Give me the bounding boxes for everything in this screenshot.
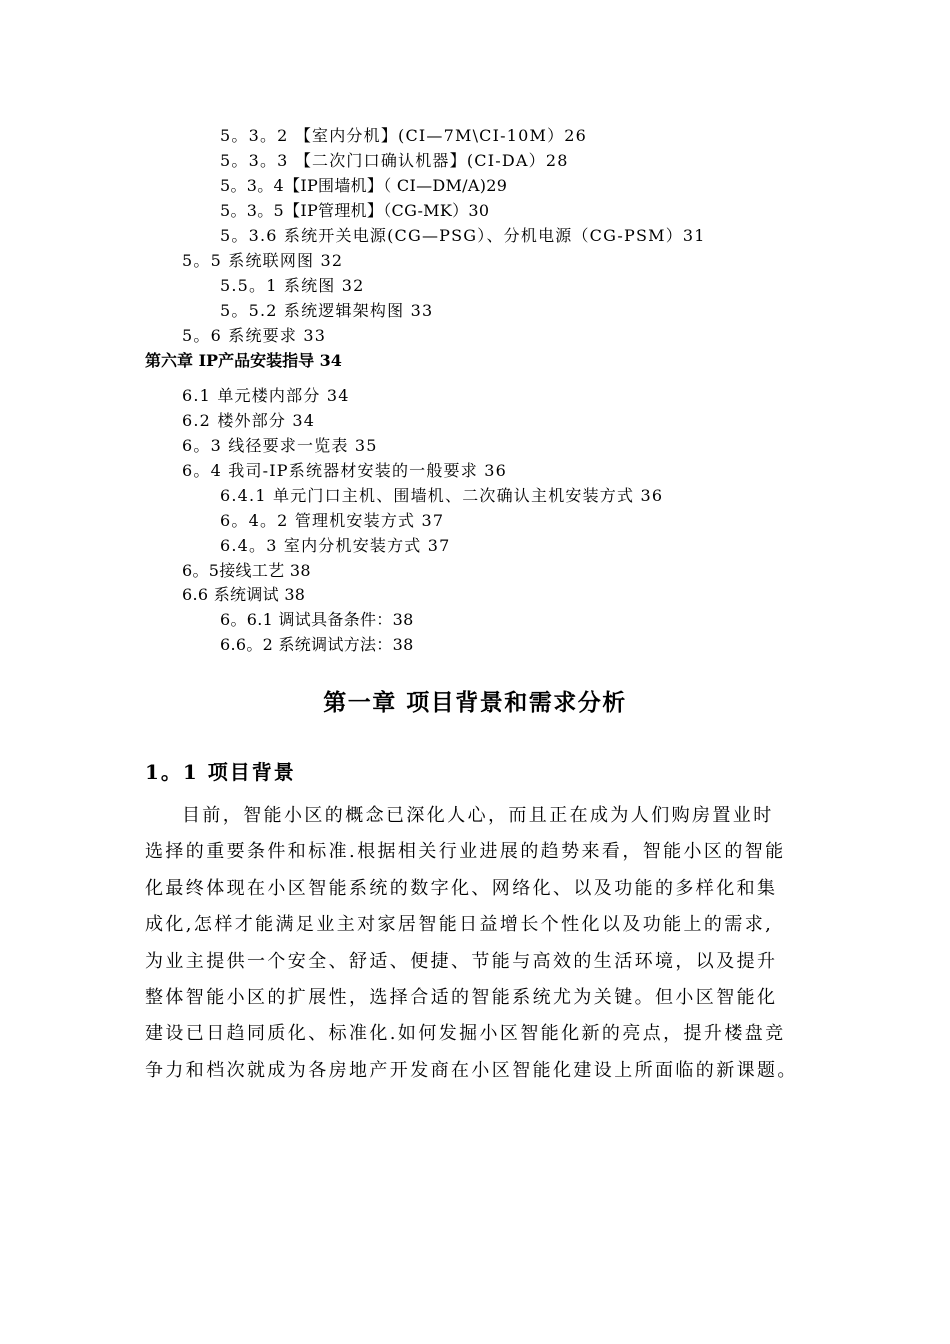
paragraph-line: 成化,怎样才能满足业主对家居智能日益增长个性化以及功能上的需求, — [145, 914, 774, 936]
toc-entry[interactable]: 6.6 系统调试 38 — [182, 585, 306, 604]
paragraph-line: 整体智能小区的扩展性，选择合适的智能系统尤为关键。但小区智能化 — [145, 987, 778, 1009]
toc-chapter-entry[interactable]: 第六章 IP产品安装指导 34 — [145, 351, 342, 370]
section-heading: 1。1 项目背景 — [145, 760, 296, 784]
toc-entry[interactable]: 6.1 单元楼内部分 34 — [182, 386, 350, 405]
toc-entry[interactable]: 5。3。5【IP管理机】（CG-MK）30 — [220, 201, 490, 220]
chapter-title: 第一章 项目背景和需求分析 — [323, 689, 627, 716]
paragraph-line: 争力和档次就成为各房地产开发商在小区智能化建设上所面临的新课题。 — [145, 1059, 798, 1081]
body-paragraph — [145, 798, 815, 1089]
toc-entry[interactable]: 6.4.1 单元门口主机、围墙机、二次确认主机安装方式 36 — [220, 486, 664, 505]
paragraph-line: 为业主提供一个安全、舒适、便捷、节能与高效的生活环境，以及提升 — [145, 950, 778, 972]
toc-entry[interactable]: 5。3.6 系统开关电源(CG—PSG）、分机电源（CG-PSM）31 — [220, 226, 706, 245]
toc-entry[interactable]: 6。4。2 管理机安装方式 37 — [220, 511, 445, 530]
toc-entry[interactable]: 5。3。4【IP围墙机】（ CI—DM/A)29 — [220, 176, 508, 195]
toc-entry[interactable]: 5。5 系统联网图 32 — [182, 251, 344, 270]
toc-entry[interactable]: 6.2 楼外部分 34 — [182, 411, 316, 430]
toc-entry[interactable]: 6.6。2 系统调试方法：38 — [220, 635, 414, 654]
toc-entry[interactable]: 6。4 我司-IP系统器材安装的一般要求 36 — [182, 461, 507, 480]
toc-entry[interactable]: 6。6.1 调试具备条件：38 — [220, 610, 414, 629]
toc-entry[interactable]: 5。5.2 系统逻辑架构图 33 — [220, 301, 434, 320]
paragraph-line: 建设已日趋同质化、标准化.如何发掘小区智能化新的亮点，提升楼盘竞 — [145, 1023, 786, 1045]
toc-entry[interactable]: 5。3。2 【室内分机】(CI—7M\CI-10M）26 — [220, 126, 588, 145]
toc-entry[interactable]: 5。6 系统要求 33 — [182, 326, 327, 345]
toc-entry[interactable]: 5。3。3 【二次门口确认机器】(CI-DA）28 — [220, 151, 569, 170]
toc-entry[interactable]: 6.4。3 室内分机安装方式 37 — [220, 536, 451, 555]
paragraph-line: 选择的重要条件和标准.根据相关行业进展的趋势来看，智能小区的智能 — [145, 841, 786, 863]
toc-entry[interactable]: 6。5接线工艺 38 — [182, 561, 311, 580]
paragraph-line: 目前，智能小区的概念已深化人心，而且正在成为人们购房置业时 — [182, 805, 774, 826]
paragraph-line: 化最终体现在小区智能系统的数字化、网络化、以及功能的多样化和集 — [145, 877, 778, 899]
toc-entry[interactable]: 6。3 线径要求一览表 35 — [182, 436, 378, 455]
toc-entry[interactable]: 5.5。1 系统图 32 — [220, 276, 365, 295]
